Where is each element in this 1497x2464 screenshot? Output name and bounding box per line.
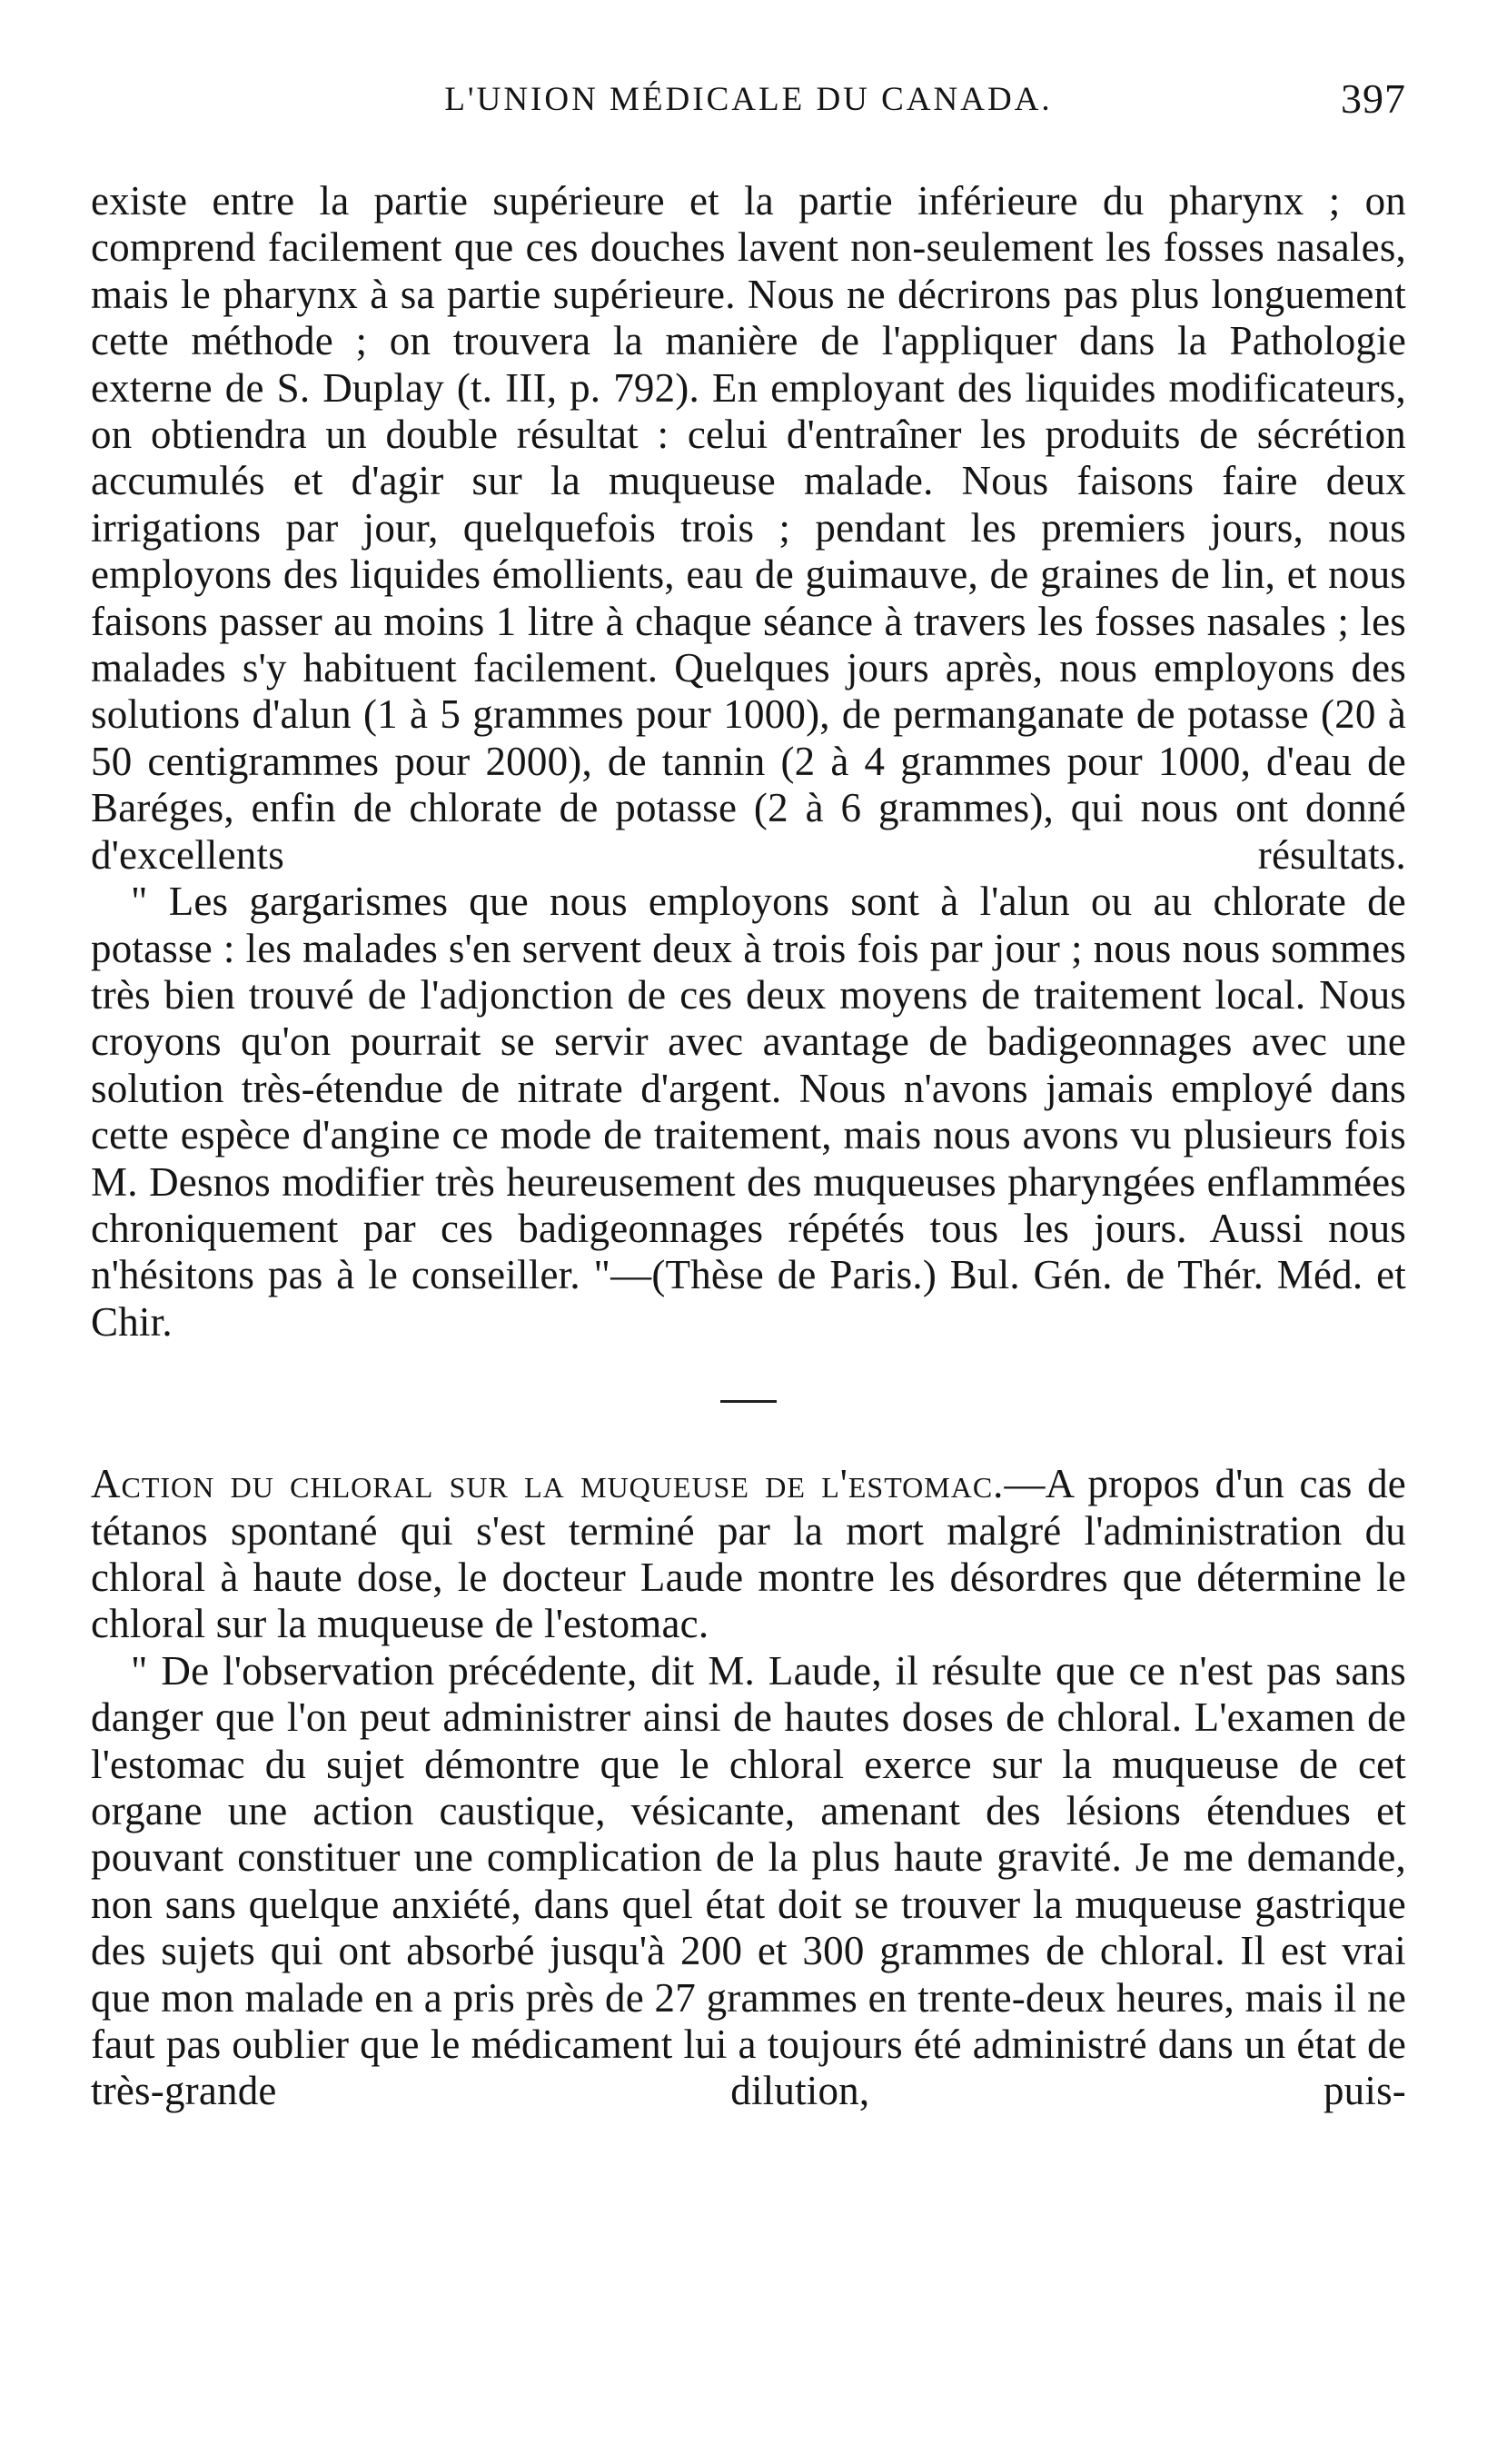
article-body [91,178,1406,2115]
document-page [91,75,1406,2115]
journal-title: L'UNION MÉDICALE DU CANADA. [444,81,1053,118]
paragraph-chloral-intro-text: —A propos d'un cas de tétanos spontané qui s'est terminé par la mort malgré l'administration du chloral à haute dose, le docteur Laude montre les désordres que détermine le chloral sur la muqueuse de l'estomac. [91,1461,1406,1647]
section-title: Action du chloral sur la muqueuse de l'estomac. [91,1461,1005,1507]
paragraph-gargarismes: " Les gargarismes que nous employons sont à l'alun ou au chlorate de potasse : les malades s'en servent deux à trois fois par jour ; nous nous sommes très bien trouvé de l'adjonction de ces deux moyens de traitement local. Nous croyons qu'on pourrait se servir avec avantage de badigeonnages avec une solution très-étendue de nitrate d'argent. Nous n'avons jamais employé dans cette espèce d'angine ce mode de traitement, mais nous avons vu plusieurs fois M. Desnos modifier très heureusement des muqueuses pharyngées enflammées chroniquement par ces badigeonnages répétés tous les jours. Aussi nous n'hésitons pas à le conseiller. "—(Thèse de Paris.) Bul. Gén. de Thér. Méd. et Chir. [91,879,1406,1345]
page-number: 397 [1341,75,1406,122]
paragraph-laude-observation: " De l'observation précédente, dit M. Laude, il résulte que ce n'est pas sans danger que l'on peut administrer ainsi de hautes doses de chloral. L'examen de l'estomac du sujet démontre que le chloral exerce sur la muqueuse de cet organe une action caustique, vésicante, amenant des lésions étendues et pouvant constituer une complication de la plus haute gravité. Je me demande, non sans quelque anxiété, dans quel état doit se trouver la muqueuse gastrique des sujets qui ont absorbé jusqu'à 200 et 300 grammes de chloral. Il est vrai que mon malade en a pris près de 27 grammes en trente-deux heures, mais il ne faut pas oublier que le médicament lui a toujours été administré dans un état de très-grande dilution, puis- [91,1647,1406,2114]
paragraph-chloral-intro [91,1461,1406,1648]
paragraph-duplay-method: existe entre la partie supérieure et la partie inférieure du pharynx ; on comprend facilement que ces douches lavent non-seulement les fosses nasales, mais le pharynx à sa partie supérieure. Nous ne décrirons pas plus longuement cette méthode ; on trouvera la manière de l'appliquer dans la Pathologie externe de S. Duplay (t. III, p. 792). En employant des liquides modificateurs, on obtiendra un double résultat : celui d'entraîner les produits de sécrétion accumulés et d'agir sur la muqueuse malade. Nous faisons faire deux irrigations par jour, quelquefois trois ; pendant les premiers jours, nous employons des liquides émollients, eau de guimauve, de graines de lin, et nous faisons passer au moins 1 litre à chaque séance à travers les fosses nasales ; les malades s'y habituent facilement. Quelques jours après, nous employons des solutions d'alun (1 à 5 grammes pour 1000), de permanganate de potasse (20 à 50 centigrammes pour 2000), de tannin (2 à 4 grammes pour 1000, d'eau de Baréges, enfin de chlorate de potasse (2 à 6 grammes), qui nous ont donné d'excellents résultats. [91,178,1406,878]
running-head [91,75,1406,144]
section-separator [720,1400,777,1403]
